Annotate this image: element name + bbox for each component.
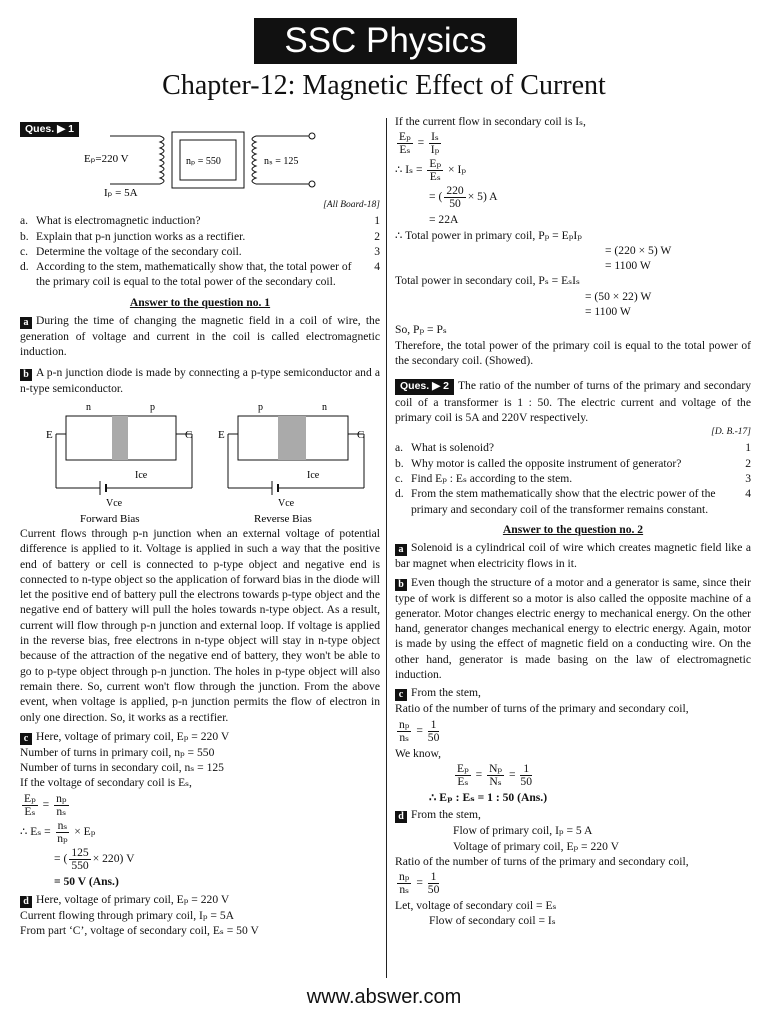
q2-d-voltage: Voltage of primary coil, Eₚ = 220 V <box>453 839 619 853</box>
q2-d-secondary-flow: Flow of secondary coil = Iₛ <box>429 914 556 928</box>
q1-subquestion-marks: 2 <box>374 229 380 243</box>
q1-subquestions <box>20 213 380 289</box>
q2-subquestion <box>395 471 751 486</box>
chapter-title: Chapter-12: Magnetic Effect of Current <box>162 70 606 101</box>
answer-d-line-0: d Here, voltage of primary coil, Eₚ = 220 V <box>20 892 380 908</box>
q1-subquestion-letter: c. <box>20 244 29 258</box>
bullet-b: b <box>20 369 32 381</box>
svg-text:Vce: Vce <box>278 497 295 509</box>
answer-c-line-3: If the voltage of secondary coil is Eₛ, <box>20 776 192 790</box>
q2-subquestions <box>395 440 751 516</box>
q2-subquestion-marks: 2 <box>745 456 751 470</box>
q1-subquestion-letter: d. <box>20 260 29 274</box>
q1-subquestion-marks: 1 <box>374 214 380 228</box>
svg-text:n: n <box>86 401 91 413</box>
q1-subquestion-text: What is electromagnetic induction? <box>36 214 201 228</box>
q1-subquestion-letter: b. <box>20 229 29 243</box>
forward-bias-label: Forward Bias <box>80 512 140 524</box>
conclusion: Therefore, the total power of the primary coil is equal to the total power of the secondary coil. (Showed). <box>395 338 751 367</box>
answer-heading-2: Answer to the question no. 2 <box>502 522 644 536</box>
ep-label: Eₚ=220 V <box>84 153 129 165</box>
q2-subquestion-marks: 1 <box>745 441 751 455</box>
answer-d-line-2: From part ‘C’, voltage of secondary coil, Eₛ = 50 V <box>20 924 259 938</box>
power-secondary: Total power in secondary coil, Pₛ = EₛIₛ <box>395 274 580 288</box>
q2-subquestion <box>395 486 751 517</box>
ns-label: nₛ = 125 <box>264 156 299 167</box>
q2-subquestion-text: Why motor is called the opposite instrument of generator? <box>411 456 682 470</box>
bullet-d: d <box>20 896 32 908</box>
equation-es: ∴ Eₛ = $\frac{\text{nₛ}}{\text{nₚ}}$ × Eₚ <box>20 818 96 845</box>
q2-subquestion-text: From the stem mathematically show that the electric power of the primary and secondary coil of the transformer remains constant. <box>411 487 716 516</box>
answer-c-line-2: Number of turns in secondary coil, nₛ = 125 <box>20 761 224 775</box>
continuation-line: If the current flow in secondary coil is Iₛ, <box>395 115 586 128</box>
power-primary-2: = (220 × 5) W <box>605 243 672 257</box>
left-column <box>20 122 380 939</box>
q2-answer-b: b Even though the structure of a motor and a generator is same, since their type of work is different so a motor is also called the opposite machine of a generator. Motor changes electric energy to mechanical energy. On the other hand, generator changes mechanical energy to electric energy. Again, motor is made by using the effect of magnetic field on a conducting wire. On the other hand, generator is made basing on the law of electromagnetic induction. <box>395 575 751 682</box>
answer-c-result: = 50 V (Ans.) <box>54 874 119 888</box>
q2-c-know: We know, <box>395 746 441 760</box>
svg-text:Ice: Ice <box>135 469 148 481</box>
svg-text:Ice: Ice <box>307 469 320 481</box>
bullet-a: a <box>20 317 32 329</box>
q1-subquestion-marks: 4 <box>374 260 380 274</box>
q2-subquestion-text: What is solenoid? <box>411 441 495 455</box>
q2-source-tag: [D. B.-17] <box>711 427 751 438</box>
q2-d-flow: Flow of primary coil, Iₚ = 5 A <box>453 824 593 838</box>
q1-subquestion-text: According to the stem, mathematically show that, the total power of the primary coil is equal to the total power of the secondary coil. <box>36 260 352 289</box>
power-primary: ∴ Total power in primary coil, Pₚ = EₚIₚ <box>395 228 582 242</box>
power-equal: So, Pₚ = Pₛ <box>395 323 447 337</box>
q2-stem: Ques. ▶ 2 The ratio of the number of turns of the primary and secondary coil of a transformer is 1 : 50. The electric current and voltage of the primary coil is 5A and 220V respectively. <box>395 379 751 424</box>
q2-d-let: Let, voltage of secondary coil = Eₛ <box>395 899 557 913</box>
answer-d-line-1: Current flowing through primary coil, Iₚ = 5A <box>20 909 235 923</box>
reverse-bias-label: Reverse Bias <box>254 512 312 524</box>
svg-text:E: E <box>46 428 53 441</box>
q1-header <box>20 122 380 198</box>
q2-subquestion-marks: 3 <box>745 472 751 486</box>
book-title-banner: SSC Physics <box>254 18 517 64</box>
answer-heading: Answer to the question no. 1 <box>129 295 271 309</box>
svg-text:p: p <box>258 401 263 413</box>
q2-subquestion-letter: d. <box>395 487 404 501</box>
q2-answer-c-intro: c From the stem, <box>395 685 751 701</box>
question-tag-2: Ques. ▶ 2 <box>395 379 454 394</box>
q2-answer-d-intro: d From the stem, <box>395 807 751 823</box>
np-label: nₚ = 550 <box>186 156 221 167</box>
question-tag: Ques. ▶ 1 <box>20 122 79 137</box>
equation-ratio: $\frac{\text{Eₚ}}{\text{Eₛ}}$ = $\frac{\text{nₚ}}{\text{nₛ}}$ <box>24 791 67 818</box>
equation-es-values: = ( $\frac{125}{550}$ × 220) V <box>54 845 135 872</box>
svg-text:C: C <box>357 428 365 441</box>
equation-current-ratio: $\frac{\text{Eₚ}}{\text{Eₛ}}$ = $\frac{\text{Iₛ}}{\text{Iₚ}}$ <box>399 130 440 157</box>
q1-subquestion <box>20 259 380 290</box>
q2-subquestion-letter: c. <box>395 472 404 486</box>
transformer-diagram <box>80 122 340 198</box>
bullet-b-2: b <box>395 579 407 591</box>
bullet-d-2: d <box>395 811 407 823</box>
q2-c-turns-fraction: $\frac{\text{nₚ}}{\text{nₛ}}$ = $\frac{1}{50}$ <box>399 717 440 744</box>
q1-subquestion <box>20 244 380 259</box>
ip-label: Iₚ = 5A <box>104 187 138 198</box>
q1-subquestion-text: Explain that p-n junction works as a rectifier. <box>36 229 246 243</box>
equation-is-values: = ( $\frac{220}{50}$ × 5) A <box>429 184 498 211</box>
bullet-c: c <box>20 733 32 745</box>
answer-b-intro: b A p-n junction diode is made by connecting a p-type semiconductor and a n-type semiconductor. <box>20 365 380 395</box>
bullet-a-2: a <box>395 544 407 556</box>
q2-subquestion-letter: b. <box>395 456 404 470</box>
q2-answer-a: a Solenoid is a cylindrical coil of wire which creates magnetic field like a bar magnet when electricity flows in it. <box>395 541 751 571</box>
bullet-c-2: c <box>395 689 407 701</box>
website-footer: www.abswer.com <box>306 986 462 1008</box>
q2-subquestion-letter: a. <box>395 441 404 455</box>
q2-c-voltage-equation: $\frac{\text{Eₚ}}{\text{Eₛ}}$ = $\frac{\text{Nₚ}}{\text{Nₛ}}$ = $\frac{1}{50}$ <box>457 761 533 788</box>
q2-subquestion <box>395 440 751 455</box>
answer-c-line-0: c Here, voltage of primary coil, Eₚ = 220 V <box>20 729 380 745</box>
svg-text:n: n <box>322 401 327 413</box>
q1-subquestion-text: Determine the voltage of the secondary coil. <box>36 244 242 258</box>
q1-subquestion <box>20 213 380 228</box>
q2-d-ratio: Ratio of the number of turns of the primary and secondary coil, <box>395 854 689 868</box>
svg-text:Vce: Vce <box>106 497 123 509</box>
answer-c-line-1: Number of turns in primary coil, nₚ = 550 <box>20 745 215 759</box>
q2-subquestion <box>395 456 751 471</box>
equation-is: ∴ Iₛ = $\frac{\text{Eₚ}}{\text{Eₛ}}$ × Iₚ <box>395 157 466 184</box>
svg-text:p: p <box>150 401 155 413</box>
answer-a: a During the time of changing the magnetic field in a coil of wire, the generation of voltage and current in the coil is called electromagnetic induction. <box>20 314 380 359</box>
q1-subquestion <box>20 229 380 244</box>
q2-d-turns-fraction: $\frac{\text{nₚ}}{\text{nₛ}}$ = $\frac{1}{50}$ <box>399 870 440 897</box>
q2-subquestion-marks: 4 <box>745 487 751 501</box>
pn-junction-diagram <box>20 398 380 524</box>
q2-subquestion-text: Find Eₚ : Eₛ according to the stem. <box>411 472 573 486</box>
svg-text:E: E <box>218 428 225 441</box>
right-column <box>395 114 751 929</box>
q1-subquestion-marks: 3 <box>374 244 380 258</box>
svg-text:C: C <box>185 428 193 441</box>
source-tag: [All Board-18] <box>323 200 380 210</box>
q2-c-answer: ∴ Eₚ : Eₛ = 1 : 50 (Ans.) <box>429 790 548 804</box>
power-secondary-2: = (50 × 22) W <box>585 289 652 303</box>
power-primary-3: = 1100 W <box>605 259 651 273</box>
column-divider <box>386 118 387 978</box>
q1-subquestion-letter: a. <box>20 214 29 228</box>
q2-c-ratio: Ratio of the number of turns of the primary and secondary coil, <box>395 702 689 716</box>
equation-is-result: = 22A <box>429 213 459 227</box>
answer-b-text: Current flows through p-n junction when an external voltage of potential difference is applied to it. Voltage is applied in such a way that the positive end of battery or cell is connected to p-type object and negative end is connected to n-type object so the application of forward bias in the diode will let the positive end of battery pull the electrons towards p-type object and the negative end of battery will pull the holes towards n-type object. As a result, current will flow through p-n junction and external loop. If voltage is applied in the reverse bias, free electrons in n-type object will stay in n-type object because of the attraction of the negative end of battery, they won't be able to go to p-type object through p-n junction. The holes in p-type object will also remain there. So, current won't flow through the junction. From the above event, when voltage is applied, p-n junction permits the flow of electron in only one direction. So, it works as a rectifier. <box>20 526 380 724</box>
power-secondary-3: = 1100 W <box>585 305 631 319</box>
